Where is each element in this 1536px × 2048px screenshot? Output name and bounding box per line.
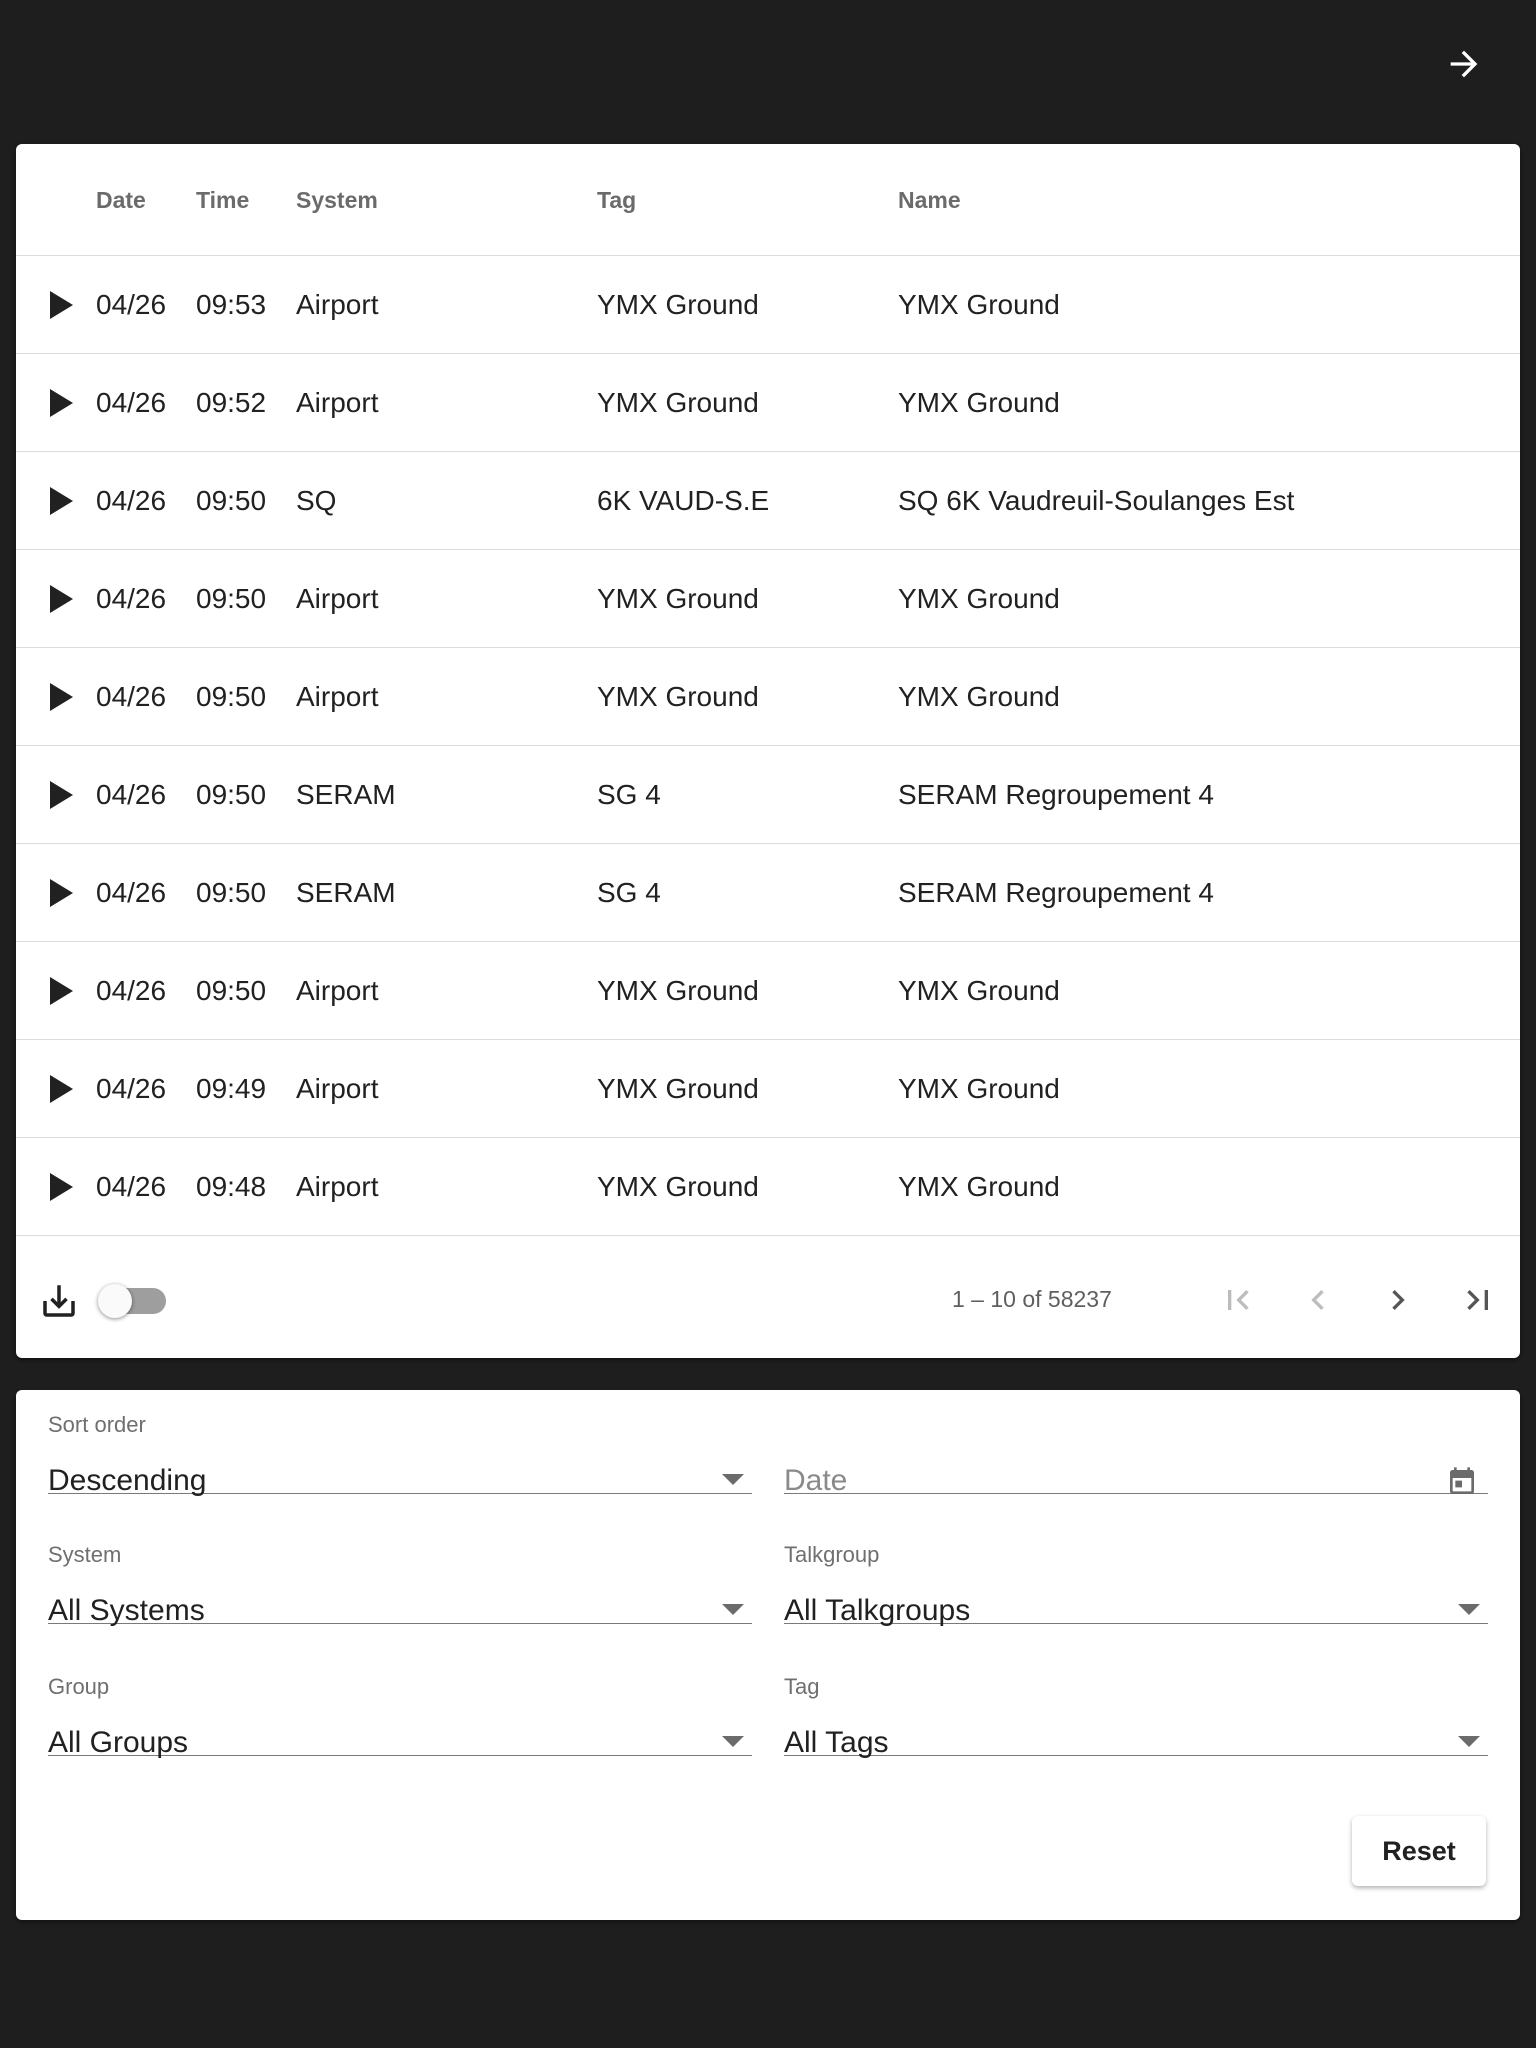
next-page-icon[interactable] — [1370, 1272, 1426, 1328]
cell-name: SERAM Regroupement 4 — [898, 779, 1214, 810]
table-row[interactable] — [16, 452, 1520, 550]
cell-time: 09:50 — [196, 975, 267, 1006]
cell-tag: YMX Ground — [597, 1171, 759, 1202]
play-icon[interactable] — [46, 682, 76, 712]
download-icon[interactable] — [34, 1276, 84, 1326]
cell-name: YMX Ground — [898, 583, 1060, 614]
talkgroup-value: All Talkgroups — [784, 1594, 971, 1627]
top-bar — [0, 0, 1536, 130]
cell-time: 09:48 — [196, 1171, 267, 1202]
cell-system: Airport — [296, 1171, 379, 1202]
first-page-icon[interactable] — [1210, 1272, 1266, 1328]
table-row[interactable] — [16, 746, 1520, 844]
calendar-icon[interactable] — [1446, 1466, 1478, 1503]
cell-name: SQ 6K Vaudreuil-Soulanges Est — [898, 485, 1295, 516]
cell-time: 09:53 — [196, 289, 267, 320]
toggle-thumb — [98, 1284, 132, 1318]
cell-system: SERAM — [296, 779, 396, 810]
cell-time: 09:50 — [196, 779, 267, 810]
cell-date: 04/26 — [96, 387, 167, 418]
cell-date: 04/26 — [96, 1073, 167, 1104]
play-icon[interactable] — [46, 486, 76, 516]
table-row[interactable] — [16, 942, 1520, 1040]
play-icon[interactable] — [46, 388, 76, 418]
talkgroup-label: Talkgroup — [784, 1542, 880, 1567]
cell-date: 04/26 — [96, 975, 167, 1006]
cell-name: YMX Ground — [898, 681, 1060, 712]
cell-system: Airport — [296, 681, 379, 712]
cell-time: 09:50 — [196, 485, 267, 516]
chevron-down-icon — [722, 1604, 744, 1615]
chevron-down-icon — [1458, 1604, 1480, 1615]
table-row[interactable] — [16, 1040, 1520, 1138]
cell-date: 04/26 — [96, 1171, 167, 1202]
sort-order-label: Sort order — [48, 1412, 146, 1437]
live-feed-toggle[interactable] — [98, 1284, 168, 1318]
date-field[interactable] — [784, 1390, 1488, 1497]
cell-name: YMX Ground — [898, 975, 1060, 1006]
cell-time: 09:50 — [196, 681, 267, 712]
table-footer — [16, 1246, 1520, 1358]
play-icon[interactable] — [46, 290, 76, 320]
table-row[interactable] — [16, 550, 1520, 648]
system-label: System — [48, 1542, 122, 1567]
cell-date: 04/26 — [96, 583, 167, 614]
cell-tag: YMX Ground — [597, 975, 759, 1006]
cell-name: SERAM Regroupement 4 — [898, 877, 1214, 908]
sort-order-select[interactable] — [48, 1390, 752, 1497]
play-icon[interactable] — [46, 1172, 76, 1202]
last-page-icon[interactable] — [1450, 1272, 1506, 1328]
cell-tag: YMX Ground — [597, 1073, 759, 1104]
column-header-date[interactable]: Date — [96, 187, 146, 213]
pagination-range: 1 – 10 of 58237 — [952, 1286, 1112, 1312]
group-label: Group — [48, 1674, 110, 1699]
table-body — [16, 256, 1520, 1236]
sort-order-value: Descending — [48, 1464, 207, 1497]
system-select[interactable] — [48, 1520, 752, 1627]
chevron-down-icon — [1458, 1736, 1480, 1747]
cell-name: YMX Ground — [898, 289, 1060, 320]
reset-button[interactable]: Reset — [1352, 1816, 1486, 1886]
cell-system: Airport — [296, 387, 379, 418]
play-icon[interactable] — [46, 976, 76, 1006]
table-header — [16, 144, 1520, 256]
cell-date: 04/26 — [96, 681, 167, 712]
arrow-right-icon[interactable] — [1436, 36, 1492, 92]
cell-name: YMX Ground — [898, 1073, 1060, 1104]
chevron-down-icon — [722, 1474, 744, 1485]
tag-select[interactable] — [784, 1652, 1488, 1759]
calls-table-card — [16, 144, 1520, 1358]
cell-time: 09:50 — [196, 877, 267, 908]
group-value: All Groups — [48, 1726, 189, 1759]
tag-value: All Tags — [784, 1726, 889, 1759]
column-header-time[interactable]: Time — [196, 187, 250, 213]
previous-page-icon[interactable] — [1290, 1272, 1346, 1328]
cell-date: 04/26 — [96, 779, 167, 810]
chevron-down-icon — [722, 1736, 744, 1747]
cell-tag: YMX Ground — [597, 289, 759, 320]
table-row[interactable] — [16, 256, 1520, 354]
cell-system: Airport — [296, 1073, 379, 1104]
table-row[interactable] — [16, 648, 1520, 746]
cell-system: SERAM — [296, 877, 396, 908]
cell-date: 04/26 — [96, 289, 167, 320]
cell-tag: 6K VAUD-S.E — [597, 485, 770, 516]
cell-tag: SG 4 — [597, 877, 661, 908]
play-icon[interactable] — [46, 584, 76, 614]
play-icon[interactable] — [46, 780, 76, 810]
column-header-name[interactable]: Name — [898, 187, 961, 213]
cell-system: SQ — [296, 485, 337, 516]
talkgroup-select[interactable] — [784, 1520, 1488, 1627]
cell-system: Airport — [296, 583, 379, 614]
cell-time: 09:50 — [196, 583, 267, 614]
cell-tag: SG 4 — [597, 779, 661, 810]
system-value: All Systems — [48, 1594, 205, 1627]
cell-system: Airport — [296, 975, 379, 1006]
cell-date: 04/26 — [96, 877, 167, 908]
cell-date: 04/26 — [96, 485, 167, 516]
cell-name: YMX Ground — [898, 1171, 1060, 1202]
column-header-tag[interactable]: Tag — [597, 187, 637, 213]
cell-tag: YMX Ground — [597, 583, 759, 614]
cell-system: Airport — [296, 289, 379, 320]
cell-tag: YMX Ground — [597, 387, 759, 418]
tag-label: Tag — [784, 1674, 820, 1699]
search-filters-card — [16, 1390, 1520, 1920]
play-icon[interactable] — [46, 1074, 76, 1104]
cell-time: 09:52 — [196, 387, 267, 418]
table-row[interactable] — [16, 844, 1520, 942]
group-select[interactable] — [48, 1652, 752, 1759]
cell-name: YMX Ground — [898, 387, 1060, 418]
play-icon[interactable] — [46, 878, 76, 908]
table-row[interactable] — [16, 1138, 1520, 1236]
date-placeholder: Date — [784, 1464, 848, 1497]
cell-time: 09:49 — [196, 1073, 267, 1104]
cell-tag: YMX Ground — [597, 681, 759, 712]
table-row[interactable] — [16, 354, 1520, 452]
column-header-system[interactable]: System — [296, 187, 378, 213]
